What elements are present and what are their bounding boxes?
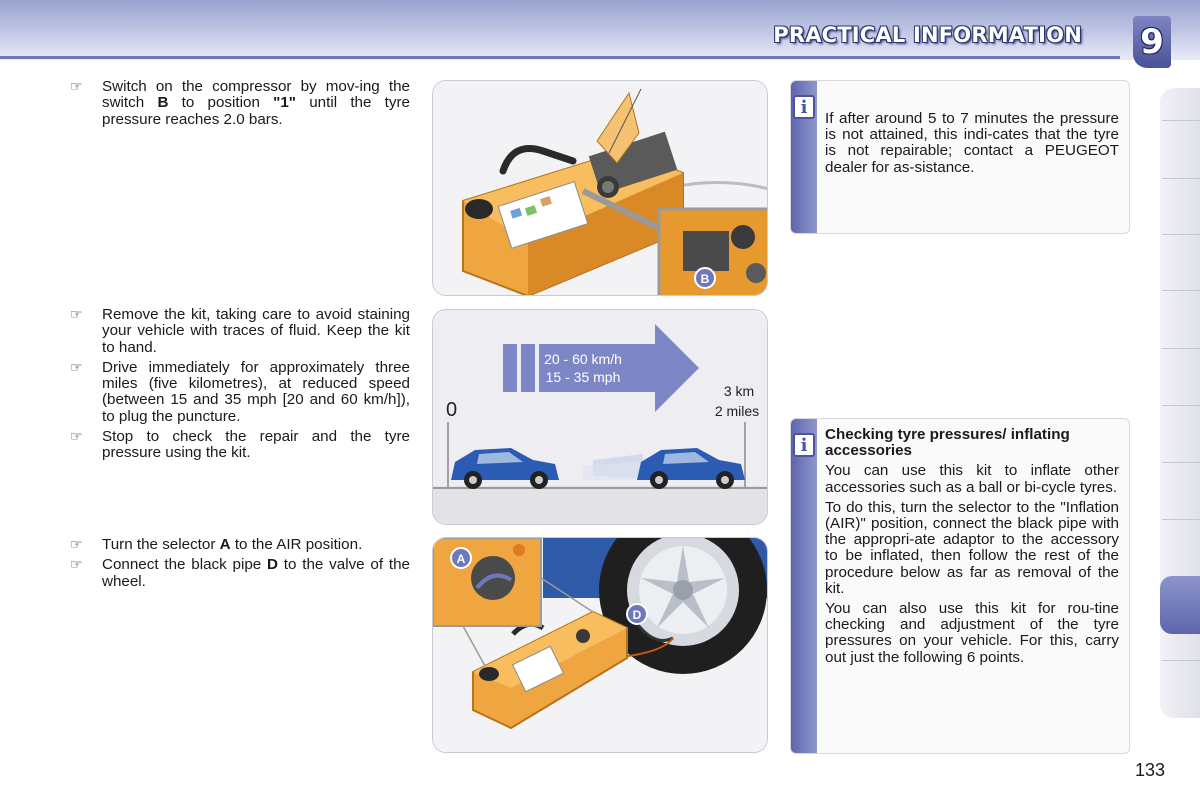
instruction-key-term: "1" [273, 94, 296, 112]
tab-divider [1162, 405, 1200, 406]
instruction-key-term: B [157, 94, 169, 112]
selector-callout-label: A [456, 552, 466, 566]
tab-divider [1162, 660, 1200, 661]
info-icon: i [793, 433, 815, 457]
instruction-text: to the AIR position. [230, 536, 363, 553]
instruction-text: Connect the black pipe [102, 556, 268, 574]
instruction-bullet [70, 429, 410, 462]
pointing-hand-icon: ☞ [70, 359, 83, 376]
info-box-body [825, 427, 1119, 670]
tab-divider [1162, 234, 1200, 235]
instruction-text: Drive immediately for approximately three miles (five kilometres), at reduced speed (between 15 and 35 mph [20 and 60 km/h]), to plug the puncture. [102, 358, 410, 425]
instruction-bullet [70, 537, 410, 553]
start-marker-label: 0 [446, 399, 458, 421]
instruction-key-term: D [267, 556, 278, 574]
instruction-text: Stop to check the repair and the tyre pressure using the kit. [102, 428, 410, 462]
header-rule [0, 56, 1120, 59]
instruction-bullet [70, 360, 410, 425]
pointing-hand-icon: ☞ [70, 307, 83, 323]
info-paragraph: You can also use this kit for rou-tine checking and adjustment of the tyre pressures on your vehicle. For this, carry out just the following 6 points. [825, 600, 1119, 666]
pipe-callout-label: D [632, 608, 642, 622]
info-box-accent-bar [791, 419, 817, 753]
pointing-hand-icon: ☞ [70, 429, 83, 446]
tab-divider [1162, 290, 1200, 291]
chapter-badge [1133, 16, 1171, 68]
instruction-text: to the valve of the wheel. [102, 556, 410, 590]
distance-km-label: 3 km [723, 383, 755, 399]
instruction-text: Turn the selector [102, 536, 220, 553]
chapter-number: 9 [1140, 22, 1164, 62]
info-paragraph: You can use this kit to inflate other accessories such as a ball or bi-cycle tyres. [825, 462, 1119, 496]
instruction-bullet [70, 557, 410, 590]
switch-callout-label: B [700, 272, 710, 286]
connect-pipe-illustration [432, 537, 768, 753]
instruction-bullet [70, 79, 410, 128]
info-box-text: If after around 5 to 7 minutes the pressure is not attained, this indi-cates that the tyre is not repairable; contact a PEUGEOT dealer for as-sistance. [825, 110, 1119, 176]
pointing-hand-icon: ☞ [70, 557, 83, 574]
pointing-hand-icon: ☞ [70, 537, 83, 553]
info-box-checking-pressures [790, 418, 1130, 754]
distance-miles-label: 2 miles [714, 403, 760, 419]
speed-mph-label: 15 - 35 mph [545, 369, 621, 385]
pointing-hand-icon: ☞ [70, 79, 83, 95]
section-title: PRACTICAL INFORMATION [773, 23, 1082, 47]
info-icon: i [793, 95, 815, 119]
compressor-illustration [432, 80, 768, 296]
instruction-group-connect [70, 537, 410, 594]
info-box-not-repairable [790, 80, 1130, 234]
info-paragraph: To do this, turn the selector to the "Inflation (AIR)" position, connect the black pipe with the appropri-ate adaptor to the accessory to be inflated, then follow the rest of the procedure below as far as removal of the kit. [825, 498, 1119, 597]
info-box-heading: Checking tyre pressures/ inflating accessories [825, 426, 1070, 460]
speed-kmh-label: 20 - 60 km/h [544, 351, 622, 367]
tab-divider [1162, 462, 1200, 463]
instruction-text: Remove the kit, taking care to avoid staining your vehicle with traces of fluid. Keep the kit to hand. [102, 306, 410, 356]
tab-divider [1162, 519, 1200, 520]
instruction-bullet [70, 307, 410, 356]
instruction-key-term: A [219, 536, 231, 553]
instruction-text: until the tyre pressure reaches 2.0 bars. [102, 94, 410, 128]
instruction-text: Switch on the compressor by mov-ing the switch [102, 78, 410, 112]
tab-divider [1162, 178, 1200, 179]
instruction-group-compressor [70, 79, 410, 132]
tab-divider [1162, 348, 1200, 349]
chapter-tab-active[interactable] [1160, 576, 1200, 634]
tab-divider [1162, 120, 1200, 121]
instruction-group-drive [70, 307, 410, 466]
instruction-text: to position [168, 94, 274, 112]
drive-distance-illustration [432, 309, 768, 525]
page-number: 133 [1135, 760, 1166, 780]
